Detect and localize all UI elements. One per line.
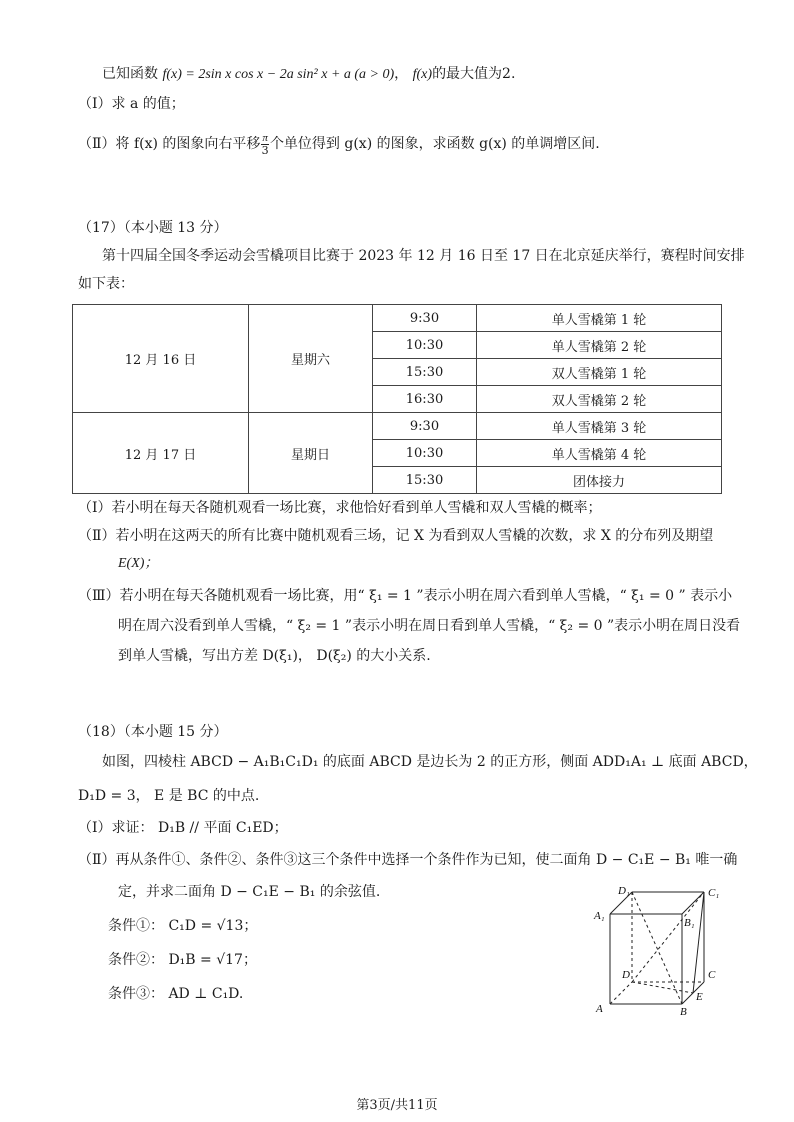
event-cell: 双人雪橇第 2 轮 [477, 386, 722, 413]
date-cell: 12 月 17 日 [73, 413, 249, 494]
p18-intro-line2: D₁D = 3， E 是 BC 的中点. [78, 788, 260, 804]
event-cell: 团体接力 [477, 467, 722, 494]
label-A1: A₁ [594, 910, 605, 922]
time-cell: 9:30 [373, 305, 477, 332]
p18-q2-line1: （Ⅱ）再从条件①、条件②、条件③这三个条件中选择一个条件作为已知，使二面角 D − C₁E − B₁ 唯一确 [78, 852, 738, 868]
time-cell: 16:30 [373, 386, 477, 413]
p16-function-formula: f(x) = 2sin x cos x − 2a sin² x + a (a > 0) [162, 67, 395, 82]
p16-max-text: 的最大值为2. [432, 66, 516, 82]
p16-intro-text: 已知函数 [102, 66, 158, 82]
pi-over-3-fraction [261, 132, 269, 157]
label-D: D [622, 969, 630, 981]
p17-q1: （Ⅰ）若小明在每天各随机观看一场比赛，求他恰好看到单人雪橇和双人雪橇的概率； [78, 500, 602, 516]
event-cell: 单人雪橇第 1 轮 [477, 305, 722, 332]
p16-q2-text-a: （Ⅱ）将 f(x) 的图象向右平移 [78, 136, 261, 152]
condition-3: 条件③： AD ⊥ C₁D. [108, 986, 244, 1002]
time-cell: 10:30 [373, 332, 477, 359]
time-cell: 9:30 [373, 413, 477, 440]
fraction-numerator: π [262, 131, 268, 144]
p16-fx: f(x) [412, 67, 433, 82]
p16-q2 [78, 130, 600, 158]
p18-header: （18）（本小题 15 分） [78, 724, 228, 740]
condition-2: 条件②： D₁B = √17； [108, 952, 257, 968]
p17-q3-line2: 明在周六没看到单人雪橇，“ ξ₂ = 1 ”表示小明在周日看到单人雪橇，“ ξ₂ = 0 ”表示小明在周日没看 [118, 618, 741, 634]
p16-intro [102, 64, 515, 85]
table-row [73, 413, 722, 440]
schedule-table [72, 304, 722, 494]
page-footer: 第3页/共11页 [356, 1098, 438, 1113]
label-B: B [680, 1006, 687, 1018]
p17-q2-line2: E(X)； [118, 556, 159, 571]
p18-intro-line1: 如图，四棱柱 ABCD − A₁B₁C₁D₁ 的底面 ABCD 是边长为 2 的正方形，侧面 ADD₁A₁ ⊥ 底面 ABCD， [102, 754, 758, 770]
p17-q2-line1: （Ⅱ）若小明在这两天的所有比赛中随机观看三场，记 X 为看到双人雪橇的次数，求 X 的分布列及期望 [78, 528, 714, 544]
label-D1: D₁ [618, 885, 630, 897]
date-cell: 12 月 16 日 [73, 305, 249, 413]
label-E: E [696, 991, 703, 1003]
p16-q2-text-b: 个单位得到 g(x) 的图象，求函数 g(x) 的单调增区间. [269, 136, 600, 152]
time-cell: 15:30 [373, 359, 477, 386]
event-cell: 单人雪橇第 2 轮 [477, 332, 722, 359]
event-cell: 双人雪橇第 1 轮 [477, 359, 722, 386]
condition-1: 条件①： C₁D = √13； [108, 918, 258, 934]
label-C: C [708, 969, 716, 981]
p17-q3-line3: 到单人雪橇，写出方差 D(ξ₁)， D(ξ₂) 的大小关系. [118, 648, 431, 664]
p16-comma: ， [394, 66, 409, 82]
p17-q3-line1: （Ⅲ）若小明在每天各随机观看一场比赛，用“ ξ₁ = 1 ”表示小明在周六看到单人雪橇，“ ξ₁ = 0 ” 表示小 [78, 588, 733, 604]
time-cell: 10:30 [373, 440, 477, 467]
label-C1: C₁ [708, 887, 720, 899]
label-A: A [596, 1003, 603, 1015]
p17-header: （17）（本小题 13 分） [78, 220, 228, 236]
table-row [73, 305, 722, 332]
weekday-cell: 星期日 [249, 413, 373, 494]
event-cell: 单人雪橇第 3 轮 [477, 413, 722, 440]
event-cell: 单人雪橇第 4 轮 [477, 440, 722, 467]
weekday-cell: 星期六 [249, 305, 373, 413]
p18-q1: （Ⅰ）求证： D₁B // 平面 C₁ED； [78, 820, 288, 836]
p16-q1: （Ⅰ）求 a 的值； [78, 96, 185, 112]
p17-intro-line2: 如下表： [78, 276, 134, 292]
fraction-denominator: 3 [261, 143, 269, 157]
time-cell: 15:30 [373, 467, 477, 494]
label-B1: B₁ [684, 917, 695, 929]
p18-q2-line2: 定，并求二面角 D − C₁E − B₁ 的余弦值. [118, 884, 381, 900]
p17-intro-line1: 第十四届全国冬季运动会雪橇项目比赛于 2023 年 12 月 16 日至 17 日在北京延庆举行，赛程时间安排 [102, 248, 745, 264]
prism-figure [588, 882, 728, 1018]
